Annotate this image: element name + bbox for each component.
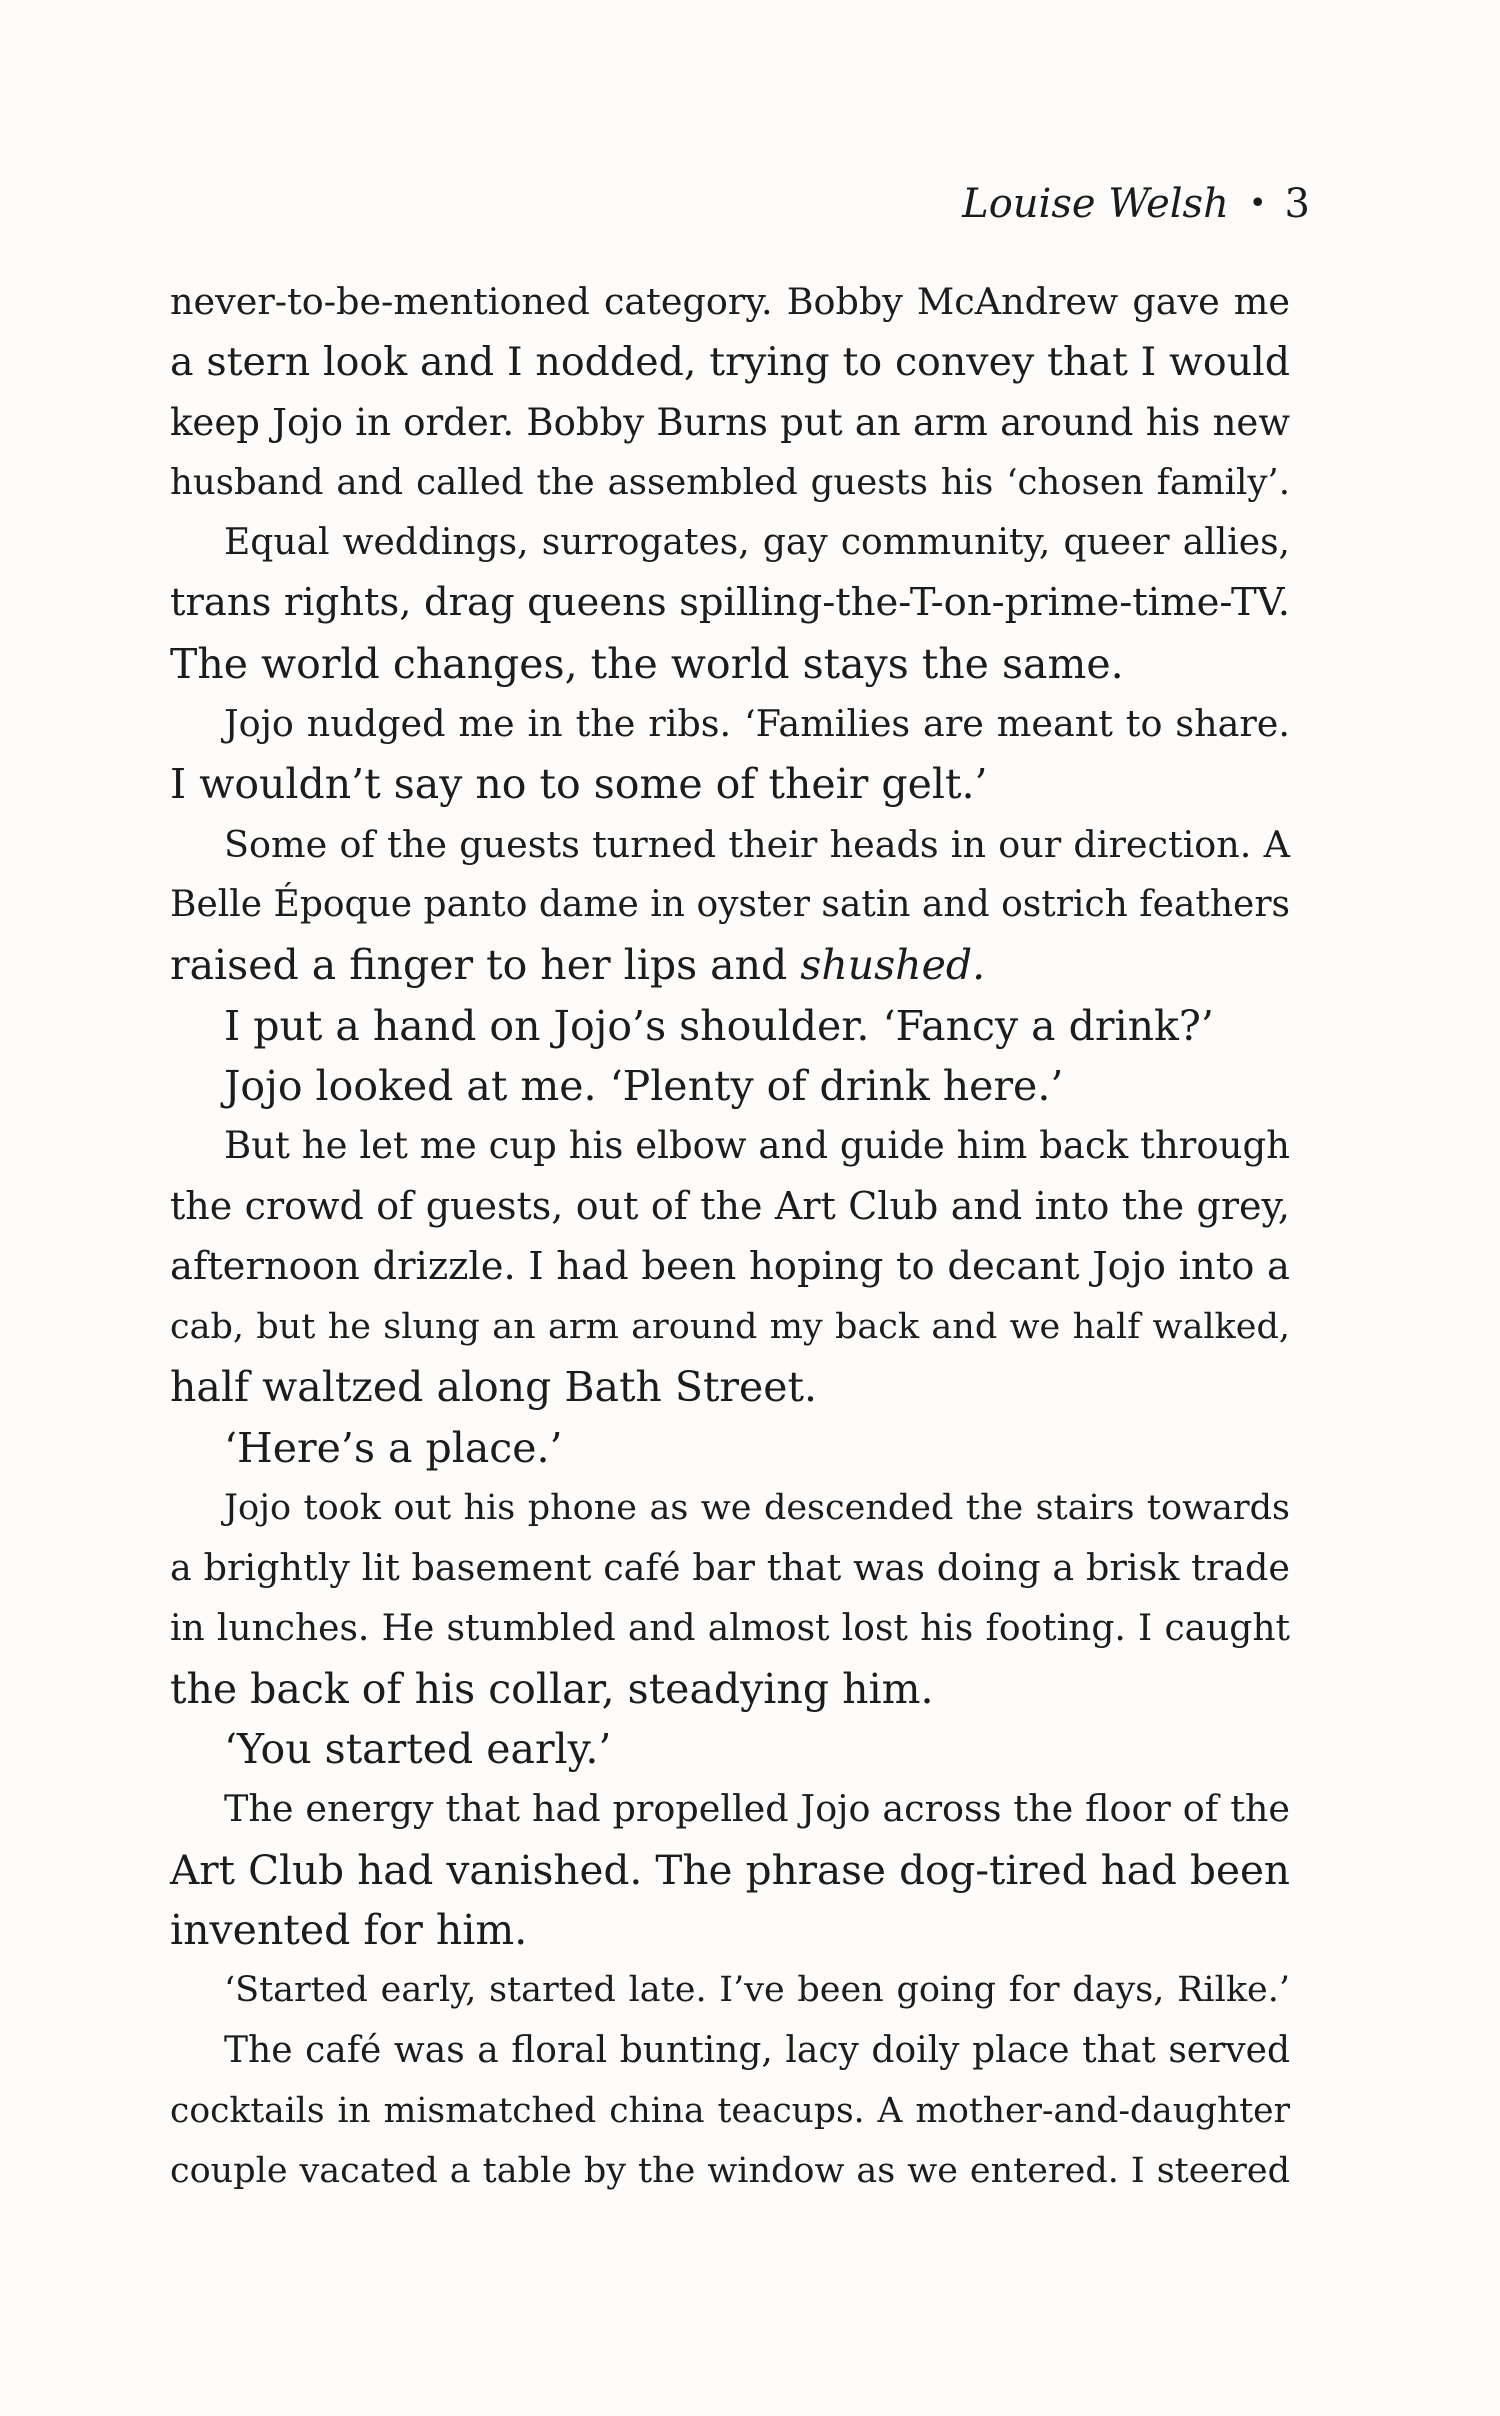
running-header xyxy=(962,176,1310,232)
text-line: cab, but he slung an arm around my back and we half walked, xyxy=(170,1307,1290,1348)
text-line: The world changes, the world stays the same. xyxy=(170,639,1124,688)
emphasized-word: shushed. xyxy=(800,941,986,990)
text-line: the crowd of guests, out of the Art Club and into the grey, xyxy=(170,1184,1290,1229)
text-line: never-to-be-mentioned category. Bobby McAndrew gave me xyxy=(170,280,1290,323)
text-line: But he let me cup his elbow and guide him back through xyxy=(224,1124,1290,1168)
text-line: a stern look and I nodded, trying to convey that I would xyxy=(170,339,1290,386)
text-line: Equal weddings, surrogates, gay community, queer allies, xyxy=(224,522,1290,564)
text-line: Some of the guests turned their heads in our direction. A xyxy=(224,822,1290,866)
page-number: 3 xyxy=(1284,181,1310,227)
body-text xyxy=(170,272,1290,2202)
text-line: the back of his collar, steadying him. xyxy=(170,1664,934,1713)
text-line: half waltzed along Bath Street. xyxy=(170,1363,818,1412)
text-line: Belle Époque panto dame in oyster satin and ostrich feathers xyxy=(170,883,1290,925)
header-separator: • xyxy=(1248,186,1267,221)
text-line: The energy that had propelled Jojo across the floor of the xyxy=(224,1787,1290,1831)
text-line: husband and called the assembled guests his ‘chosen family’. xyxy=(170,461,1290,503)
text-line: Jojo nudged me in the ribs. ‘Families are meant to share. xyxy=(224,702,1290,746)
text-line: ‘Here’s a place.’ xyxy=(224,1423,563,1472)
text-line: trans rights, drag queens spilling-the-T-on-prime-time-TV. xyxy=(170,580,1290,626)
text-line: Art Club had vanished. The phrase dog-tired had been xyxy=(170,1845,1290,1894)
text-line: keep Jojo in order. Bobby Burns put an arm around his new xyxy=(170,400,1290,444)
text-line: a brightly lit basement café bar that was doing a brisk trade xyxy=(170,1546,1290,1590)
text-line: invented for him. xyxy=(170,1906,528,1955)
text-line: Jojo took out his phone as we descended the stairs towards xyxy=(224,1487,1290,1528)
text-line: ‘Started early, started late. I’ve been going for days, Rilke.’ xyxy=(224,1970,1290,2011)
text-segment: raised a finger to her lips and xyxy=(170,941,801,990)
text-line: ‘You started early.’ xyxy=(224,1725,612,1774)
text-line: Jojo looked at me. ‘Plenty of drink here.’ xyxy=(224,1061,1064,1110)
running-header-author: Louise Welsh xyxy=(962,181,1229,227)
text-line: in lunches. He stumbled and almost lost his footing. I caught xyxy=(170,1607,1290,1649)
text-line: couple vacated a table by the window as we entered. I steered xyxy=(170,2151,1290,2192)
text-line: I put a hand on Jojo’s shoulder. ‘Fancy a drink?’ xyxy=(224,1001,1214,1050)
text-line xyxy=(170,935,1290,995)
text-line: cocktails in mismatched china teacups. A mother-and-daughter xyxy=(170,2090,1290,2131)
text-line: I wouldn’t say no to some of their gelt.’ xyxy=(170,760,988,809)
text-line: The café was a floral bunting, lacy doily place that served xyxy=(224,2029,1290,2071)
text-line: afternoon drizzle. I had been hoping to decant Jojo into a xyxy=(170,1243,1290,1289)
